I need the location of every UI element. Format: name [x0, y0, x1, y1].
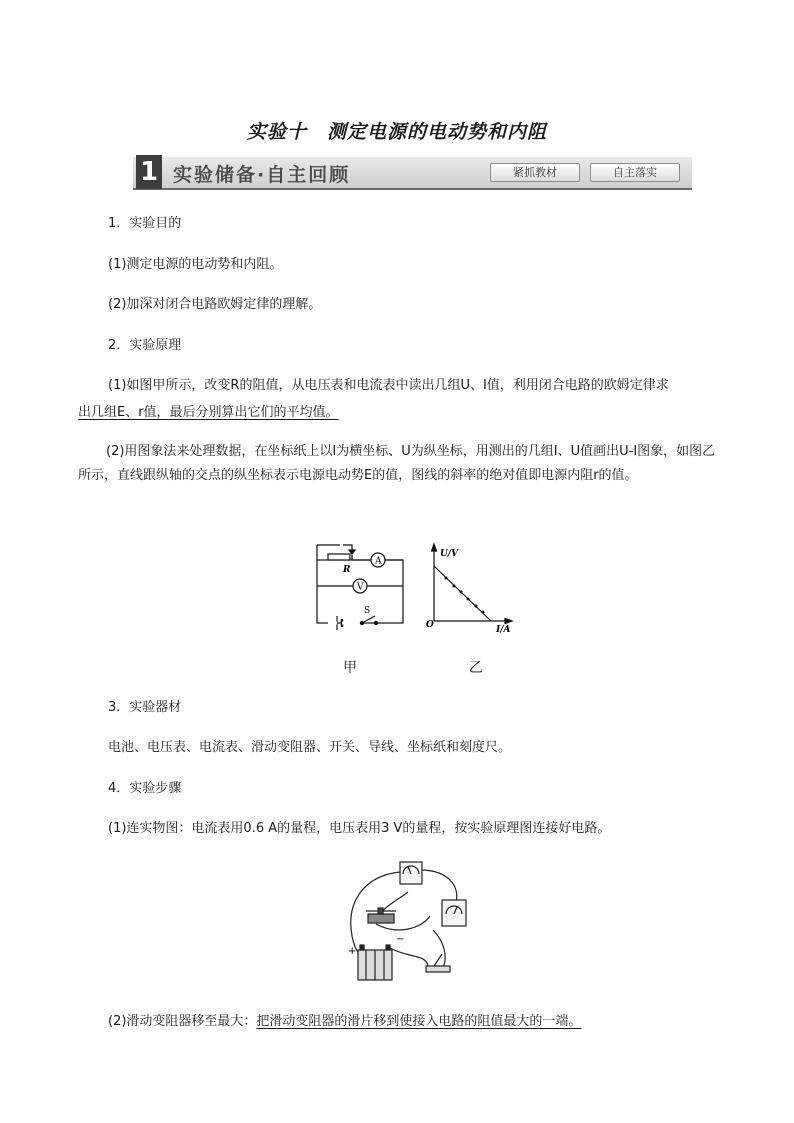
principle-para-1-line-2: 出几组E、r值，最后分别算出它们的平均值。	[78, 405, 339, 420]
section-heading-equipment: 3．实验器材	[108, 700, 182, 715]
label-R: R	[343, 565, 351, 575]
section-heading-principle: 2．实验原理	[108, 338, 182, 353]
section-heading-steps: 4．实验步骤	[108, 781, 182, 796]
battery-plus-sign: +	[348, 946, 357, 957]
battery-minus-sign: −	[396, 934, 405, 945]
principle-para-1-line-1: (1)如图甲所示，改变R的阻值，从电压表和电流表中读出几组U、I值，利用闭合电路的欧姆定律求	[108, 378, 669, 393]
axis-x-label: I/A	[496, 625, 511, 635]
banner-title: 实验储备·自主回顾	[173, 164, 351, 186]
apparatus-photo	[338, 858, 472, 986]
ammeter-icon: A	[375, 556, 382, 567]
section-banner	[133, 157, 692, 190]
axis-y-label: U/V	[440, 549, 459, 559]
step-2	[108, 1010, 581, 1034]
step-1: (1)连实物图：电流表用0.6 A的量程，电压表用3 V的量程，按实验原理图连接好电路。	[108, 821, 611, 836]
equipment-list: 电池、电压表、电流表、滑动变阻器、开关、导线、坐标纸和刻度尺。	[108, 740, 512, 755]
voltmeter-icon: V	[357, 582, 364, 593]
section-heading-purpose: 1．实验目的	[108, 216, 182, 231]
circuit-and-graph-figure	[300, 535, 530, 645]
figure-caption-jia: 甲	[343, 660, 357, 676]
page-title: 实验十 测定电源的电动势和内阻	[246, 121, 547, 143]
label-S: S	[364, 606, 371, 616]
origin-label: O	[426, 620, 434, 630]
step-2-lead: (2)滑动变阻器移至最大：	[108, 1014, 257, 1029]
banner-number: 1	[136, 155, 162, 189]
principle-para-2: (2)用图象法来处理数据，在坐标纸上以I为横坐标、U为纵坐标，用测出的几组I、U值画出U-I图象，如图乙所示，直线跟纵轴的交点的纵坐标表示电源电动势E的值，图线的斜率的绝对值即电源内阻r的值。	[78, 444, 716, 483]
figure-caption-yi: 乙	[469, 660, 483, 676]
self-practice-button[interactable]: 自主落实	[590, 163, 680, 182]
grasp-textbook-button[interactable]: 紧抓教材	[490, 163, 580, 182]
purpose-item-1: (1)测定电源的电动势和内阻。	[108, 257, 283, 272]
step-2-detail: 把滑动变阻器的滑片移到使接入电路的阻值最大的一端。	[256, 1014, 582, 1029]
purpose-item-2: (2)加深对闭合电路欧姆定律的理解。	[108, 297, 322, 312]
